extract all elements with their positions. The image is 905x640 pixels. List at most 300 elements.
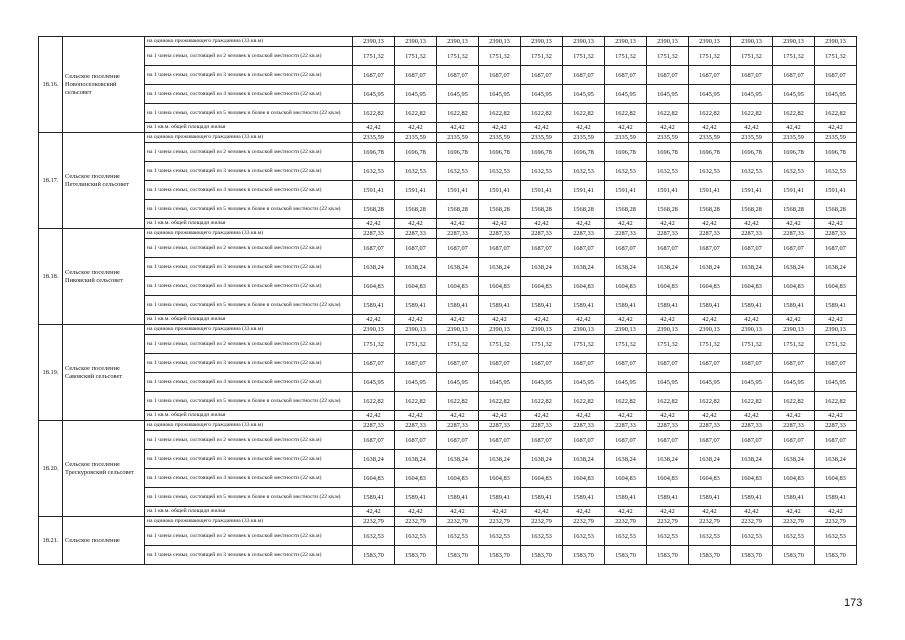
value-cell: 42,42 [815,411,857,421]
value-cell: 1696,78 [647,143,689,162]
value-cell: 1687,07 [689,354,731,373]
value-cell: 42,42 [689,411,731,421]
value-cell: 2390,13 [731,325,773,335]
value-cell: 42,42 [353,411,395,421]
value-cell: 1622,82 [437,104,479,123]
value-cell: 2232,79 [479,517,521,527]
value-cell: 1645,95 [395,85,437,104]
value-cell: 1622,82 [605,104,647,123]
value-cell: 1604,83 [815,469,857,488]
value-cell: 1751,32 [563,47,605,66]
value-cell: 2335,59 [815,133,857,143]
value-cell: 1632,53 [395,162,437,181]
value-cell: 1687,07 [563,354,605,373]
value-cell: 1645,95 [731,85,773,104]
value-cell: 1583,70 [479,546,521,565]
table-row [39,527,857,546]
value-cell: 1622,82 [395,392,437,411]
row-label: на 1 члена семьи, состоящей из 3 человек в сельской местности (22 кв.м) [145,162,353,181]
value-cell: 1568,28 [521,200,563,219]
value-cell: 2232,79 [353,517,395,527]
value-cell: 1687,07 [479,66,521,85]
table-row [39,421,857,431]
value-cell: 1751,32 [815,335,857,354]
value-cell: 1751,32 [773,47,815,66]
value-cell: 2287,33 [479,421,521,431]
table-row [39,85,857,104]
value-cell: 1622,82 [647,392,689,411]
value-cell: 1645,95 [437,85,479,104]
row-label: на 1 члена семьи, состоящей из 5 человек и более в сельской местности (22 кв.м) [145,104,353,123]
value-cell: 1591,41 [689,181,731,200]
value-cell: 1687,07 [437,431,479,450]
value-cell: 42,42 [605,219,647,229]
value-cell: 1687,07 [647,431,689,450]
value-cell: 1687,07 [521,431,563,450]
value-cell: 1622,82 [689,104,731,123]
value-cell: 42,42 [479,123,521,133]
value-cell: 1589,41 [395,488,437,507]
value-cell: 1604,83 [563,277,605,296]
value-cell: 1687,07 [815,431,857,450]
value-cell: 42,42 [815,315,857,325]
value-cell: 2232,79 [395,517,437,527]
value-cell: 1638,24 [605,258,647,277]
value-cell: 1604,83 [395,469,437,488]
value-cell: 1591,41 [479,181,521,200]
value-cell: 1604,83 [605,277,647,296]
value-cell: 1687,07 [647,239,689,258]
value-cell: 1696,78 [395,143,437,162]
value-cell: 42,42 [815,507,857,517]
value-cell: 1604,83 [521,277,563,296]
value-cell: 2390,13 [479,37,521,47]
value-cell: 1604,83 [647,277,689,296]
value-cell: 1645,95 [437,373,479,392]
row-label: на 1 члена семьи, состоящей из 5 человек и более в сельской местности (22 кв.м) [145,200,353,219]
value-cell: 2335,59 [437,133,479,143]
table-row [39,66,857,85]
value-cell: 1696,78 [521,143,563,162]
value-cell: 1687,07 [395,431,437,450]
value-cell: 1589,41 [647,488,689,507]
value-cell: 2390,13 [815,37,857,47]
value-cell: 2287,33 [395,421,437,431]
settlement-code: 18.21. [39,517,63,565]
value-cell: 1622,82 [521,392,563,411]
row-label: на одиноко проживающего гражданина (33 кв.м) [145,229,353,239]
value-cell: 2287,33 [815,421,857,431]
table-row [39,517,857,527]
value-cell: 1687,07 [353,354,395,373]
value-cell: 1583,70 [353,546,395,565]
value-cell: 1589,41 [731,296,773,315]
value-cell: 1751,32 [647,335,689,354]
value-cell: 1622,82 [773,104,815,123]
housing-cost-table [38,36,857,565]
value-cell: 1583,70 [437,546,479,565]
value-cell: 1589,41 [437,296,479,315]
value-cell: 1632,53 [731,162,773,181]
value-cell: 1687,07 [479,239,521,258]
row-label: на 1 члена семьи, состоящей из 3 человек в сельской местности (22 кв.м) [145,66,353,85]
value-cell: 1622,82 [563,104,605,123]
value-cell: 2390,13 [563,37,605,47]
value-cell: 2232,79 [563,517,605,527]
value-cell: 2390,13 [647,325,689,335]
value-cell: 42,42 [353,315,395,325]
value-cell: 1751,32 [689,335,731,354]
row-label: на одиноко проживающего гражданина (33 кв.м) [145,517,353,527]
value-cell: 1591,41 [815,181,857,200]
value-cell: 1583,70 [689,546,731,565]
value-cell: 2287,33 [437,421,479,431]
value-cell: 2287,33 [605,229,647,239]
table-row [39,143,857,162]
value-cell: 1589,41 [563,296,605,315]
value-cell: 42,42 [479,411,521,421]
value-cell: 42,42 [731,219,773,229]
row-label: на 1 члена семьи, состоящей из 3 человек в сельской местности (22 кв.м) [145,354,353,373]
value-cell: 1751,32 [689,47,731,66]
table-row [39,133,857,143]
value-cell: 2390,13 [353,325,395,335]
value-cell: 1751,32 [353,47,395,66]
value-cell: 2232,79 [773,517,815,527]
value-cell: 1687,07 [605,354,647,373]
value-cell: 1632,53 [479,527,521,546]
value-cell: 1604,83 [605,469,647,488]
value-cell: 1638,24 [353,450,395,469]
value-cell: 1604,83 [479,469,521,488]
table-row [39,392,857,411]
value-cell: 1622,82 [521,104,563,123]
value-cell: 1589,41 [605,296,647,315]
value-cell: 1696,78 [773,143,815,162]
value-cell: 1638,24 [521,450,563,469]
value-cell: 2287,33 [605,421,647,431]
value-cell: 1632,53 [353,162,395,181]
row-label: на 1 кв.м. общей площади жилья [145,411,353,421]
value-cell: 1687,07 [479,431,521,450]
value-cell: 1622,82 [437,392,479,411]
value-cell: 1589,41 [521,488,563,507]
value-cell: 1751,32 [437,47,479,66]
value-cell: 1638,24 [731,258,773,277]
value-cell: 1687,07 [731,431,773,450]
value-cell: 1638,24 [479,258,521,277]
value-cell: 1632,53 [773,162,815,181]
value-cell: 2232,79 [647,517,689,527]
value-cell: 1568,28 [479,200,521,219]
value-cell: 1589,41 [773,488,815,507]
value-cell: 1696,78 [353,143,395,162]
value-cell: 1622,82 [395,104,437,123]
value-cell: 1687,07 [353,66,395,85]
value-cell: 42,42 [437,219,479,229]
value-cell: 1645,95 [773,373,815,392]
value-cell: 42,42 [521,507,563,517]
value-cell: 1589,41 [479,296,521,315]
table-row [39,296,857,315]
settlement-name: Сельское поселение Савовский сельсовет [63,325,145,421]
value-cell: 2335,59 [563,133,605,143]
value-cell: 2232,79 [437,517,479,527]
value-cell: 1687,07 [815,66,857,85]
value-cell: 1568,28 [563,200,605,219]
value-cell: 42,42 [521,411,563,421]
value-cell: 42,42 [689,123,731,133]
value-cell: 2335,59 [689,133,731,143]
value-cell: 42,42 [479,315,521,325]
row-label: на 1 члена семьи, состоящей из 4 человек в сельской местности (22 кв.м) [145,181,353,200]
value-cell: 1622,82 [647,104,689,123]
value-cell: 42,42 [773,315,815,325]
value-cell: 1622,82 [479,104,521,123]
value-cell: 2287,33 [353,229,395,239]
value-cell: 1645,95 [395,373,437,392]
value-cell: 42,42 [395,123,437,133]
settlement-name: Сельское поселение Петелинский сельсовет [63,133,145,229]
row-label: на 1 члена семьи, состоящей из 2 человек в сельской местности (22 кв.м) [145,431,353,450]
row-label: на одиноко проживающего гражданина (33 кв.м) [145,421,353,431]
value-cell: 1604,83 [563,469,605,488]
row-label: на 1 кв.м. общей площади жилья [145,315,353,325]
value-cell: 1568,28 [353,200,395,219]
value-cell: 42,42 [731,411,773,421]
row-label: на 1 члена семьи, состоящей из 2 человек в сельской местности (22 кв.м) [145,143,353,162]
value-cell: 1687,07 [605,239,647,258]
tariff-table-page [38,36,856,565]
value-cell: 1632,53 [647,527,689,546]
value-cell: 1583,70 [731,546,773,565]
value-cell: 1696,78 [731,143,773,162]
value-cell: 1687,07 [479,354,521,373]
value-cell: 1589,41 [647,296,689,315]
value-cell: 42,42 [605,411,647,421]
settlement-code: 18.18. [39,229,63,325]
value-cell: 1632,53 [563,162,605,181]
value-cell: 1751,32 [437,335,479,354]
value-cell: 1687,07 [773,354,815,373]
table-row [39,229,857,239]
value-cell: 2287,33 [563,421,605,431]
table-row [39,488,857,507]
value-cell: 1645,95 [521,85,563,104]
value-cell: 1583,70 [563,546,605,565]
value-cell: 42,42 [647,411,689,421]
table-row [39,123,857,133]
value-cell: 1591,41 [521,181,563,200]
value-cell: 1645,95 [647,373,689,392]
value-cell: 1687,07 [521,354,563,373]
value-cell: 1751,32 [479,47,521,66]
value-cell: 1645,95 [353,373,395,392]
value-cell: 42,42 [731,315,773,325]
value-cell: 1583,70 [521,546,563,565]
value-cell: 2287,33 [437,229,479,239]
row-label: на 1 члена семьи, состоящей из 2 человек в сельской местности (22 кв.м) [145,527,353,546]
value-cell: 1622,82 [605,392,647,411]
value-cell: 1687,07 [521,66,563,85]
value-cell: 1687,07 [353,239,395,258]
value-cell: 42,42 [437,315,479,325]
value-cell: 2390,13 [605,325,647,335]
value-cell: 42,42 [731,507,773,517]
value-cell: 1696,78 [815,143,857,162]
value-cell: 1638,24 [773,258,815,277]
value-cell: 1632,53 [437,162,479,181]
value-cell: 2335,59 [647,133,689,143]
value-cell: 2287,33 [773,421,815,431]
value-cell: 1645,95 [353,85,395,104]
value-cell: 42,42 [689,507,731,517]
value-cell: 1589,41 [563,488,605,507]
value-cell: 1583,70 [395,546,437,565]
row-label: на 1 члена семьи, состоящей из 5 человек и более в сельской местности (22 кв.м) [145,392,353,411]
value-cell: 2232,79 [521,517,563,527]
value-cell: 1645,95 [689,85,731,104]
value-cell: 1604,83 [689,469,731,488]
row-label: на 1 члена семьи, состоящей из 3 человек в сельской местности (22 кв.м) [145,450,353,469]
value-cell: 1687,07 [647,354,689,373]
value-cell: 1604,83 [773,469,815,488]
value-cell: 1687,07 [353,431,395,450]
value-cell: 1632,53 [353,527,395,546]
value-cell: 1687,07 [647,66,689,85]
value-cell: 1638,24 [689,450,731,469]
table-row [39,373,857,392]
value-cell: 1583,70 [773,546,815,565]
value-cell: 1687,07 [395,66,437,85]
value-cell: 1589,41 [773,296,815,315]
value-cell: 2287,33 [563,229,605,239]
value-cell: 1589,41 [689,488,731,507]
value-cell: 42,42 [395,507,437,517]
value-cell: 1638,24 [647,450,689,469]
value-cell: 1687,07 [437,66,479,85]
table-row [39,546,857,565]
value-cell: 1645,95 [563,85,605,104]
value-cell: 1632,53 [605,527,647,546]
value-cell: 1632,53 [815,527,857,546]
value-cell: 1591,41 [605,181,647,200]
value-cell: 1638,24 [521,258,563,277]
value-cell: 42,42 [773,219,815,229]
value-cell: 1751,32 [731,47,773,66]
value-cell: 1568,28 [437,200,479,219]
value-cell: 2287,33 [689,421,731,431]
value-cell: 1632,53 [815,162,857,181]
value-cell: 1632,53 [605,162,647,181]
table-body [39,37,857,565]
value-cell: 1638,24 [437,258,479,277]
value-cell: 42,42 [647,315,689,325]
value-cell: 42,42 [437,507,479,517]
row-label: на 1 члена семьи, состоящей из 3 человек в сельской местности (22 кв.м) [145,258,353,277]
value-cell: 2335,59 [479,133,521,143]
value-cell: 1604,83 [815,277,857,296]
value-cell: 2287,33 [521,421,563,431]
value-cell: 1589,41 [815,488,857,507]
value-cell: 1645,95 [479,373,521,392]
value-cell: 1632,53 [563,527,605,546]
settlement-code: 18.20. [39,421,63,517]
value-cell: 1568,28 [395,200,437,219]
value-cell: 1622,82 [479,392,521,411]
value-cell: 1645,95 [605,373,647,392]
value-cell: 42,42 [689,315,731,325]
value-cell: 1751,32 [647,47,689,66]
row-label: на 1 кв.м. общей площади жилья [145,219,353,229]
value-cell: 1622,82 [731,104,773,123]
table-row [39,354,857,373]
table-row [39,411,857,421]
value-cell: 1751,32 [479,335,521,354]
value-cell: 1604,83 [479,277,521,296]
table-row [39,47,857,66]
value-cell: 1583,70 [647,546,689,565]
table-row [39,450,857,469]
settlement-name: Сельское поселение Трескуровский сельсовет [63,421,145,517]
row-label: на 1 кв.м. общей площади жилья [145,507,353,517]
value-cell: 42,42 [353,123,395,133]
value-cell: 2287,33 [731,421,773,431]
value-cell: 1687,07 [605,66,647,85]
value-cell: 1645,95 [815,373,857,392]
value-cell: 1604,83 [521,469,563,488]
value-cell: 1645,95 [605,85,647,104]
value-cell: 1604,83 [353,277,395,296]
value-cell: 2390,13 [395,37,437,47]
value-cell: 1591,41 [773,181,815,200]
row-label: на 1 члена семьи, состоящей из 4 человек в сельской местности (22 кв.м) [145,277,353,296]
value-cell: 2232,79 [689,517,731,527]
value-cell: 2335,59 [773,133,815,143]
value-cell: 1589,41 [353,296,395,315]
value-cell: 1687,07 [521,239,563,258]
value-cell: 1589,41 [521,296,563,315]
value-cell: 2390,13 [521,37,563,47]
value-cell: 42,42 [521,123,563,133]
value-cell: 2390,13 [395,325,437,335]
table-row [39,219,857,229]
value-cell: 1687,07 [773,431,815,450]
table-row [39,277,857,296]
value-cell: 2335,59 [521,133,563,143]
value-cell: 1632,53 [479,162,521,181]
table-row [39,469,857,488]
value-cell: 1591,41 [395,181,437,200]
value-cell: 1687,07 [563,239,605,258]
row-label: на 1 члена семьи, состоящей из 5 человек и более в сельской местности (22 кв.м) [145,296,353,315]
value-cell: 2335,59 [605,133,647,143]
row-label: на 1 кв.м. общей площади жилья [145,123,353,133]
value-cell: 42,42 [353,219,395,229]
value-cell: 1622,82 [773,392,815,411]
value-cell: 1687,07 [731,66,773,85]
value-cell: 42,42 [437,411,479,421]
value-cell: 42,42 [647,507,689,517]
value-cell: 1583,70 [605,546,647,565]
value-cell: 1622,82 [815,392,857,411]
value-cell: 42,42 [521,315,563,325]
value-cell: 1622,82 [731,392,773,411]
value-cell: 1568,28 [689,200,731,219]
row-label: на 1 члена семьи, состоящей из 4 человек в сельской местности (22 кв.м) [145,469,353,488]
value-cell: 1645,95 [731,373,773,392]
value-cell: 2390,13 [773,37,815,47]
